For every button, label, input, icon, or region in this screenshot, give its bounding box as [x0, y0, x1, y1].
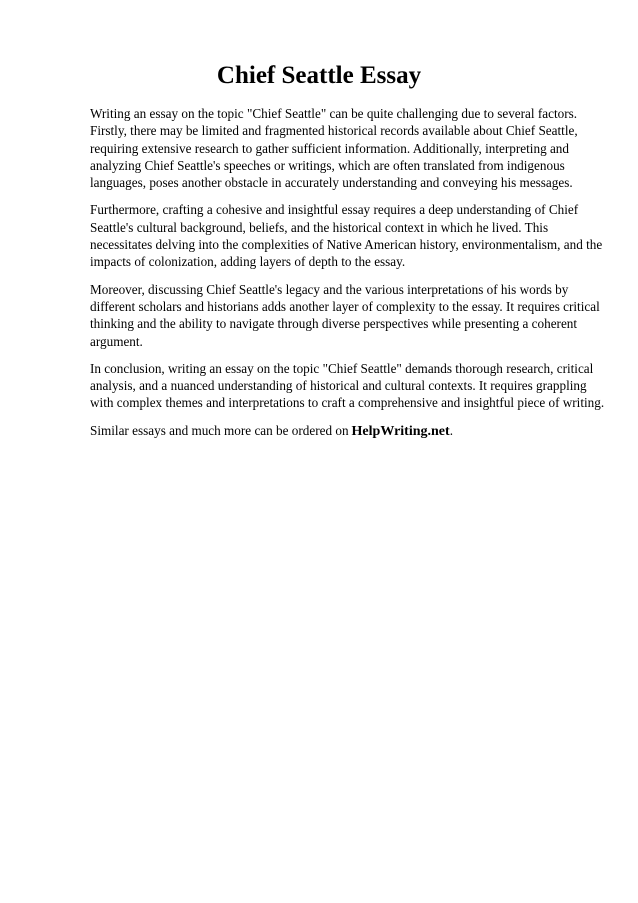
page-title: Chief Seattle Essay — [216, 62, 422, 89]
paragraph-line: necessitates delving into the complexities of Native American history, environmentalism, and the — [90, 237, 603, 253]
paragraph-line: analysis, and a nuanced understanding of historical and cultural contexts. It requires grappling — [90, 378, 587, 394]
paragraph-line: with complex themes and interpretations to craft a comprehensive and insightful piece of writing. — [90, 395, 605, 411]
paragraph-line: In conclusion, writing an essay on the topic "Chief Seattle" demands thorough research, critical — [90, 360, 594, 376]
paragraph-line: analyzing Chief Seattle's speeches or writings, which are often translated from indigenous — [90, 157, 565, 173]
closing-line — [90, 422, 600, 440]
helpwriting-link[interactable]: HelpWriting.net — [351, 423, 450, 439]
closing-text: Similar essays and much more can be ordered on — [90, 422, 349, 438]
paragraph-line: requiring extensive research to gather sufficient information. Additionally, interpreting and — [90, 140, 569, 156]
paragraph-line: Firstly, there may be limited and fragmented historical records available about Chief Seattle, — [90, 123, 578, 139]
paragraph-line: Moreover, discussing Chief Seattle's legacy and the various interpretations of his words by — [90, 281, 569, 297]
paragraph-line: impacts of colonization, adding layers of depth to the essay. — [90, 254, 406, 270]
paragraph-line: different scholars and historians adds another layer of complexity to the essay. It requires critical — [90, 298, 600, 314]
paragraph-line: Furthermore, crafting a cohesive and insightful essay requires a deep understanding of Chief — [90, 202, 579, 218]
paragraph-2 — [90, 201, 603, 270]
closing-suffix: . — [449, 422, 453, 438]
paragraph-4 — [90, 360, 605, 412]
paragraph-line: argument. — [90, 333, 143, 349]
paragraph-line: thinking and the ability to navigate through diverse perspectives while presenting a coherent — [90, 316, 578, 332]
paragraph-line: Writing an essay on the topic "Chief Seattle" can be quite challenging due to several factors. — [90, 106, 578, 121]
paragraph-3 — [90, 281, 600, 350]
paragraph-line: languages, poses another obstacle in accurately understanding and conveying his messages. — [90, 175, 573, 191]
paragraph-1 — [90, 105, 600, 191]
paragraph-line: Seattle's cultural background, beliefs, and the historical context in which he lived. This — [90, 219, 549, 235]
essay-body — [90, 105, 605, 440]
